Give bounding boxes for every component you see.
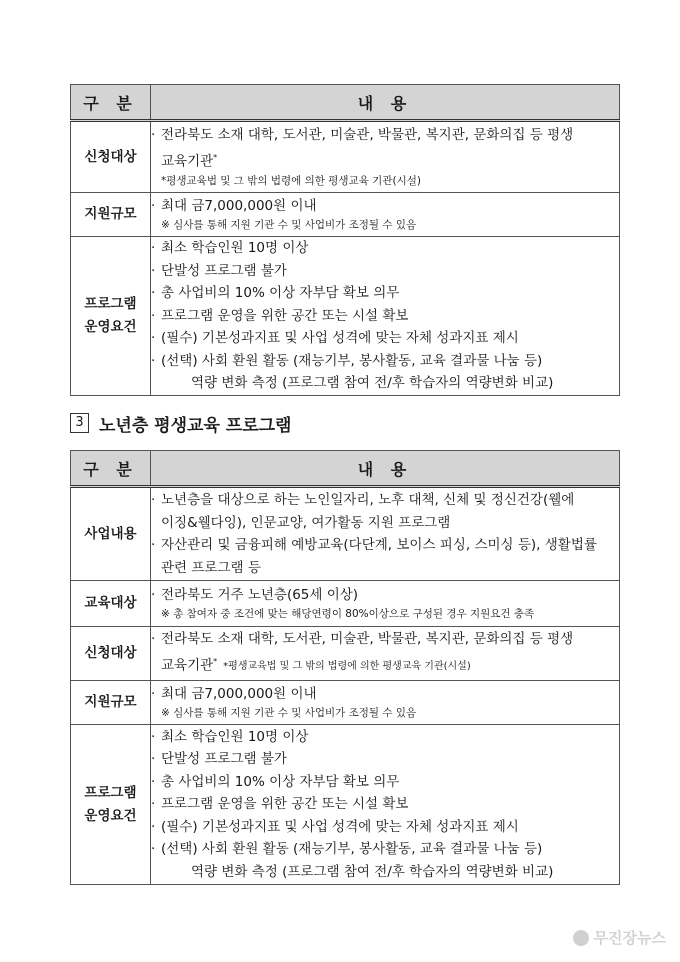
section-title-text: 노년층 평생교육 프로그램 [99,415,292,436]
header-category: 구 분 [71,451,151,487]
row-label: 신청대상 [71,627,151,681]
table-header [71,451,620,487]
watermark-text: 무진장뉴스 [593,929,666,947]
row-scale [71,193,620,237]
watermark [573,927,666,948]
list-item: · 최소 학습인원 10명 이상 [151,240,309,256]
list-item: · 총 사업비의 10% 이상 자부담 확보 의무 [151,773,400,790]
row-content: · 최대 금7,000,000원 이내 ※ 심사를 통해 지원 기관 수 및 사업비가 조정될 수 있음 [151,193,620,237]
list-item: · (필수) 기본성과지표 및 사업 성격에 맞는 자체 성과지표 제시 [151,330,519,346]
list-item: · 단발성 프로그램 불가 [151,262,287,279]
footnote: ※ 심사를 통해 지원 기관 수 및 사업비가 조정될 수 있음 [161,707,417,720]
list-item-continuation: 역량 변화 측정 (프로그램 참여 전/후 학습자의 역량변화 비교) [191,863,554,880]
row-content: · 최대 금7,000,000원 이내 ※ 심사를 통해 지원 기관 수 및 사업비가 조정될 수 있음 [151,681,620,725]
list-item: · (필수) 기본성과지표 및 사업 성격에 맞는 자체 성과지표 제시 [151,818,519,835]
row-content: · 노년층을 대상으로 하는 노인일자리, 노후 대책, 신체 및 정신건강(웰에 이징&웰다잉), 인문교양, 여가활동 지원 프로그램 · 자산관리 및 금융피해 예방교육(다단계, 보이스 피싱, 스미싱 등), 생활법률 관련 프로그램 등 [151,487,620,581]
row-content: · 전라북도 소재 대학, 도서관, 미술관, 박물관, 복지관, 문화의집 등 평생 교육기관* *평생교육법 및 그 밖의 법령에 의한 평생교육 기관(시설) [151,627,620,681]
row-label: 지원규모 [71,681,151,725]
list-item: · 프로그램 운영을 위한 공간 또는 시설 확보 [151,796,409,813]
row-label: 프로그램 운영요건 [71,725,151,885]
row-program [71,725,620,885]
header-category: 구 분 [71,85,151,121]
table-1 [70,84,620,396]
list-item: · 최소 학습인원 10명 이상 [151,728,309,745]
table-2 [70,450,620,885]
list-item-continuation: 역량 변화 측정 (프로그램 참여 전/후 학습자의 역량변화 비교) [191,375,554,391]
header-content: 내 용 [151,451,620,487]
row-apply [71,627,620,681]
row-business [71,487,620,581]
footnote: *평생교육법 및 그 밖의 법령에 의한 평생교육 기관(시설) [161,174,421,187]
row-label: 사업내용 [71,487,151,581]
row-program [71,237,620,396]
row-content: · 전라북도 소재 대학, 도서관, 미술관, 박물관, 복지관, 문화의집 등 평생 교육기관* *평생교육법 및 그 밖의 법령에 의한 평생교육 기관(시설) [151,121,620,193]
row-label: 프로그램 운영요건 [71,237,151,396]
footnote: ※ 심사를 통해 지원 기관 수 및 사업비가 조정될 수 있음 [161,219,417,232]
section-number: 3 [70,413,89,433]
logo-icon [573,930,589,946]
list-item: · 총 사업비의 10% 이상 자부담 확보 의무 [151,285,400,301]
list-item: · (선택) 사회 환원 활동 (재능기부, 봉사활동, 교육 결과물 나눔 등) [151,352,543,369]
row-content: · 전라북도 거주 노년층(65세 이상) ※ 총 참여자 중 조건에 맞는 해당연령이 80%이상으로 구성된 경우 지원요건 충족 [151,581,620,627]
list-item: · 단발성 프로그램 불가 [151,751,287,768]
row-label: 교육대상 [71,581,151,627]
row-apply [71,121,620,193]
table-header [71,85,620,121]
row-label: 지원규모 [71,193,151,237]
row-label: 신청대상 [71,121,151,193]
row-target [71,581,620,627]
row-content [151,237,620,396]
list-item: · (선택) 사회 환원 활동 (재능기부, 봉사활동, 교육 결과물 나눔 등) [151,841,543,858]
header-content: 내 용 [151,85,620,121]
section-title [70,410,291,436]
list-item: · 프로그램 운영을 위한 공간 또는 시설 확보 [151,307,409,324]
footnote: ※ 총 참여자 중 조건에 맞는 해당연령이 80%이상으로 구성된 경우 지원요건 충족 [161,608,535,621]
footnote: *평생교육법 및 그 밖의 법령에 의한 평생교육 기관(시설) [223,661,471,673]
row-content [151,725,620,885]
row-scale [71,681,620,725]
